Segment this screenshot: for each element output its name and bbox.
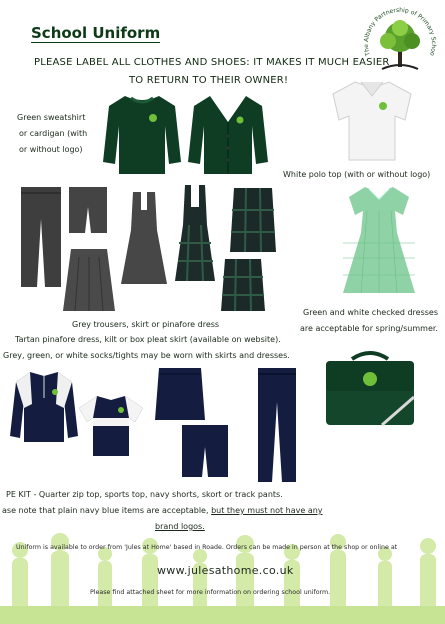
- order-info-line: Uniform is available to order from 'Jules at Home' based in Roade. Orders can be made in person at the shop or online at: [16, 544, 398, 551]
- grey-caption-3: Grey, green, or white socks/tights may be worn with skirts and dresses.: [3, 351, 290, 360]
- green-sweatshirt-image: [103, 92, 181, 176]
- dress-caption-1: Green and white checked dresses: [303, 308, 439, 317]
- school-logo: [358, 3, 442, 83]
- white-polo-image: [331, 76, 413, 162]
- grey-caption-1: Grey trousers, skirt or pinafore dress: [72, 320, 220, 329]
- grey-trousers-image: [19, 185, 63, 289]
- pe-sports-top-image: [79, 392, 143, 458]
- tartan-skirt-image: [221, 257, 265, 313]
- pe-kit-line-3: brand logos.: [155, 522, 205, 531]
- pe-zip-top-image: [10, 368, 78, 444]
- grey-pinafore-image: [121, 190, 167, 286]
- svg-text:The Albany Partnership of Prim: The Albany Partnership of Primary Schoo: [362, 6, 438, 57]
- navy-shorts-image: [180, 423, 230, 479]
- tartan-kilt-image: [230, 186, 276, 254]
- green-cardigan-image: [188, 92, 268, 176]
- book-bag-image: [322, 347, 418, 429]
- sweatshirt-caption-3: or without logo): [19, 145, 83, 154]
- polo-caption: White polo top (with or without logo): [283, 170, 431, 179]
- grey-skirt-image: [63, 247, 115, 313]
- dress-caption-2: are acceptable for spring/summer.: [300, 324, 438, 333]
- order-sheet-note: Please find attached sheet for more information on ordering school uniform.: [90, 589, 331, 596]
- green-checked-dress-image: [343, 183, 415, 295]
- navy-skort-image: [155, 366, 205, 422]
- notice-line-1: PLEASE LABEL ALL CLOTHES AND SHOES: IT MAKES IT MUCH EASIER: [34, 57, 390, 68]
- grey-shorts-image: [67, 185, 109, 235]
- tartan-pinafore-image: [175, 183, 215, 283]
- page-title: School Uniform: [31, 24, 161, 42]
- website-url: www.julesathome.co.uk: [157, 564, 294, 577]
- grey-caption-2: Tartan pinafore dress, kilt or box pleat skirt (available on website).: [15, 335, 281, 344]
- pe-kit-line-2: ase note that plain navy blue items are acceptable, but they must not have any: [2, 506, 323, 515]
- pe-kit-line-1: PE KIT - Quarter zip top, sports top, navy shorts, skort or track pants.: [6, 490, 283, 499]
- notice-line-2: TO RETURN TO THEIR OWNER!: [129, 75, 289, 86]
- sweatshirt-caption-2: or cardigan (with: [19, 129, 88, 138]
- track-pants-image: [256, 366, 298, 484]
- sweatshirt-caption-1: Green sweatshirt: [17, 113, 86, 122]
